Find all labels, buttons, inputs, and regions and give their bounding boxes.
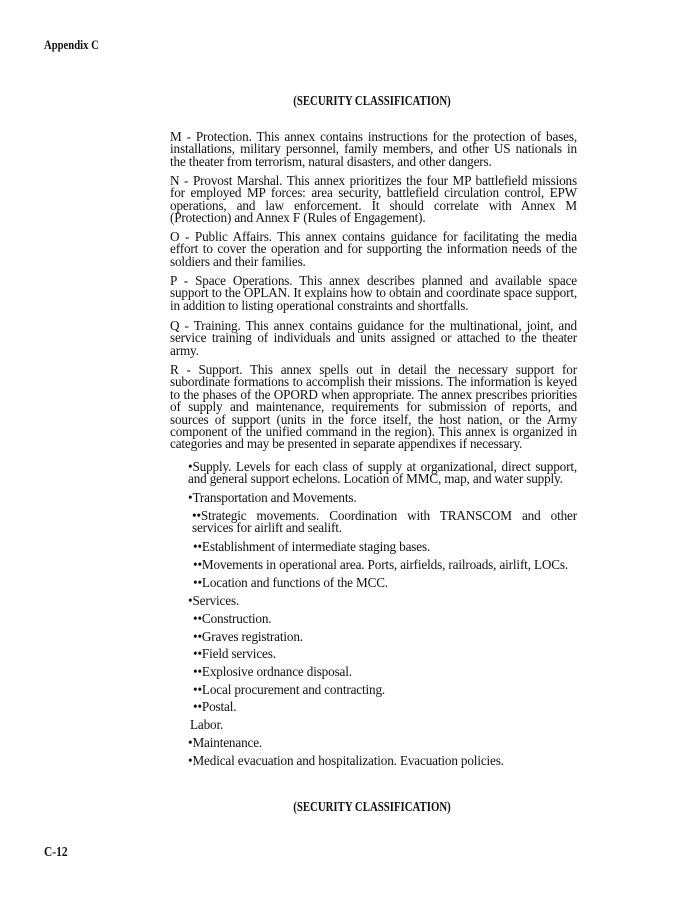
list-item-supply: •Supply. Levels for each class of supply at organizational, direct support, and general support echelons. Location of MMC, map, and water supply. xyxy=(188,459,577,487)
paragraph-space-operations: P - Space Operations. This annex describes planned and available space support to the OPLAN. It explains how to obtain and coordinate space support, in addition to listing operational constraints and shortfalls. xyxy=(170,273,577,313)
list-item-services: •Services. xyxy=(188,593,240,608)
list-item-field-services: ••Field services. xyxy=(193,646,276,661)
classification-header: (SECURITY CLASSIFICATION) xyxy=(293,93,451,108)
list-item-strategic-movements: ••Strategic movements. Coordination with TRANSCOM and other services for airlift and sealift. xyxy=(192,508,577,536)
list-item-construction: ••Construction. xyxy=(193,611,272,626)
classification-footer: (SECURITY CLASSIFICATION) xyxy=(293,799,451,814)
paragraph-public-affairs: O - Public Affairs. This annex contains guidance for facilitating the media effort to cover the operation and for supporting the information needs of the soldiers and their families. xyxy=(170,229,577,269)
list-item-operational-movements: ••Movements in operational area. Ports, airfields, railroads, airlift, LOCs. xyxy=(193,557,569,572)
paragraph-support: R - Support. This annex spells out in detail the necessary support for subordinate formations to accomplish their missions. The information is keyed to the phases of the OPORD when appropriate. The annex prescribes priorities of supply and maintenance, requirements for submission of reports, and sources of support (units in the force itself, the host nation, or the Army component of the unified command in the region). This annex is organized in categories and may be presented in separate appendixes if necessary. xyxy=(170,362,577,452)
list-item-maintenance: •Maintenance. xyxy=(188,735,263,750)
list-item-eod: ••Explosive ordnance disposal. xyxy=(193,664,352,679)
list-item-graves-registration: ••Graves registration. xyxy=(193,629,303,644)
list-item-medical-evacuation: •Medical evacuation and hospitalization. Evacuation policies. xyxy=(188,753,504,768)
list-item-staging-bases: ••Establishment of intermediate staging bases. xyxy=(193,539,431,554)
list-item-labor: Labor. xyxy=(190,717,224,732)
list-item-transportation: •Transportation and Movements. xyxy=(188,490,357,505)
list-item-postal: ••Postal. xyxy=(193,699,237,714)
list-item-local-procurement: ••Local procurement and contracting. xyxy=(193,682,386,697)
page-number: C-12 xyxy=(44,845,68,860)
appendix-label: Appendix C xyxy=(44,37,99,52)
paragraph-training: Q - Training. This annex contains guidance for the multinational, joint, and service training of individuals and units assigned or attached to the theater army. xyxy=(170,318,577,358)
paragraph-provost-marshal: N - Provost Marshal. This annex prioritizes the four MP battlefield missions for employed MP forces: area security, battlefield circulation control, EPW operations, and law enforcement. It should correlate with Annex M (Protection) and Annex F (Rules of Engagement). xyxy=(170,173,577,226)
list-item-mcc: ••Location and functions of the MCC. xyxy=(193,575,389,590)
paragraph-protection: M - Protection. This annex contains instructions for the protection of bases, installations, military personnel, family members, and other US nationals in the theater from terrorism, natural disasters, and other dangers. xyxy=(170,129,577,169)
